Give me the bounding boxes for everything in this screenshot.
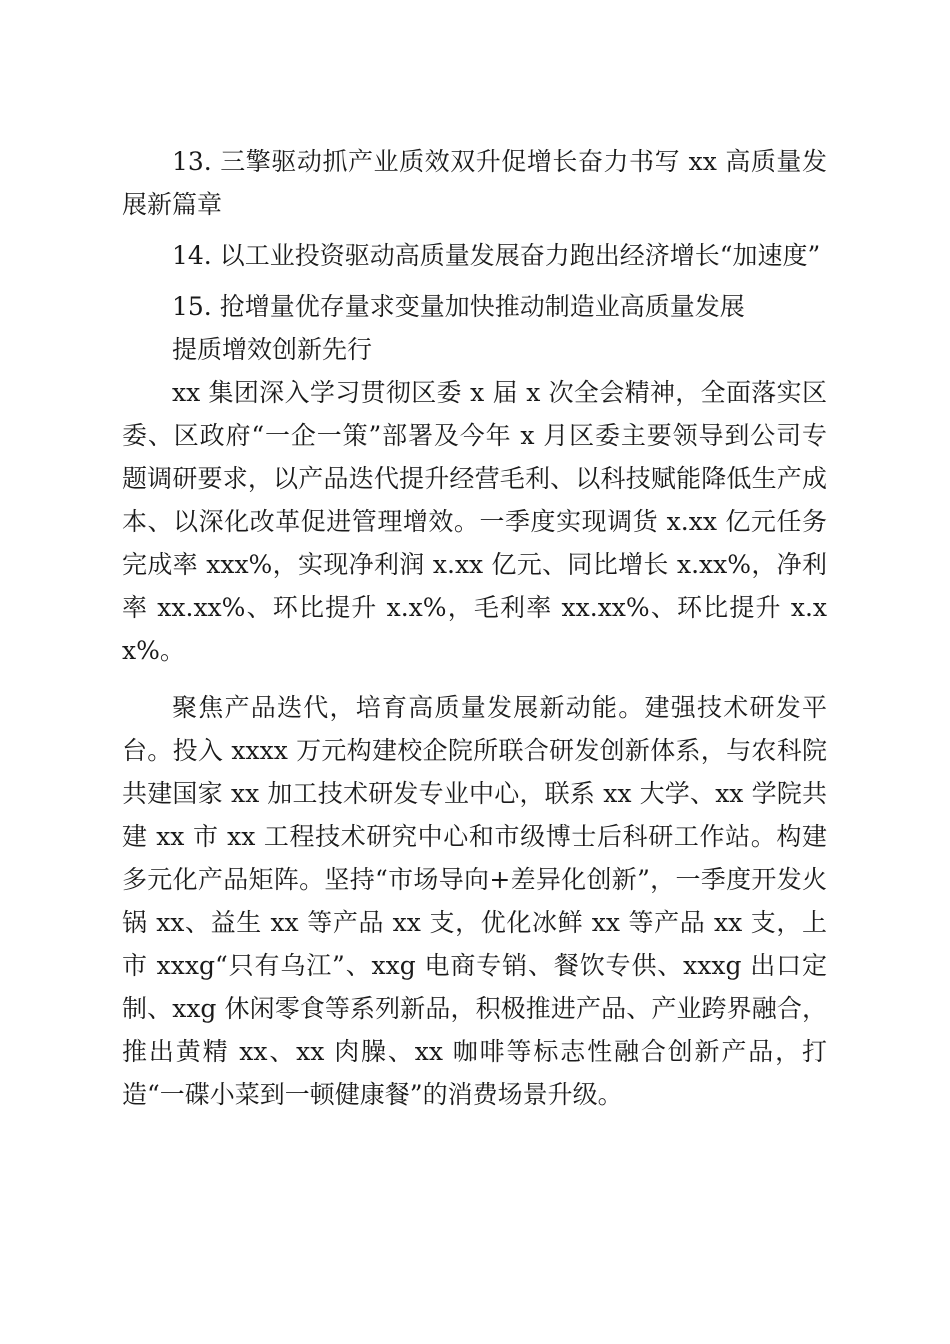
body-paragraph-product-iteration: 聚焦产品迭代，培育高质量发展新动能。建强技术研发平台。投入 xxxx 万元构建校企院所联合研发创新体系，与农科院共建国家 xx 加工技术研发专业中心，联系 xx 大学、xx 学院共建 xx 市 xx 工程技术研究中心和市级博士后科研工作站。构建多元化产品矩阵。坚持“市场导向+差异化创新”，一季度开发火锅 xx、益生 xx 等产品 xx 支，优化冰鲜 xx 等产品 xx 支，上市 xxxg“只有乌江”、xxg 电商专销、餐饮专供、xxxg 出口定制、xxg 休闲零食等系列新品，积极推进产品、产业跨界融合，推出黄精 xx、xx 肉臊、xx 咖啡等标志性融合创新产品，打造“一碟小菜到一顿健康餐”的消费场景升级。 (122, 693, 827, 1109)
document-body (122, 140, 827, 1130)
heading-item-14: 14. 以工业投资驱动高质量发展奋力跑出经济增长“加速度” (172, 241, 821, 270)
heading-item-15: 15. 抢增量优存量求变量加快推动制造业高质量发展 (172, 292, 745, 321)
body-paragraph-summary: xx 集团深入学习贯彻区委 x 届 x 次全会精神，全面落实区委、区政府“一企一策”部署及今年 x 月区委主要领导到公司专题调研要求，以产品迭代提升经营毛利、以科技赋能降低生产成本、以深化改革促进管理增效。一季度实现调货 x.xx 亿元任务完成率 xxx%，实现净利润 x.xx 亿元、同比增长 x.xx%，净利率 xx.xx%、环比提升 x.x%，毛利率 xx.xx%、环比提升 x.xx%。 (122, 378, 827, 665)
section-subtitle: 提质增效创新先行 (172, 335, 373, 364)
heading-item-13: 13. 三擎驱动抓产业质效双升促增长奋力书写 xx 高质量发展新篇章 (122, 147, 827, 219)
